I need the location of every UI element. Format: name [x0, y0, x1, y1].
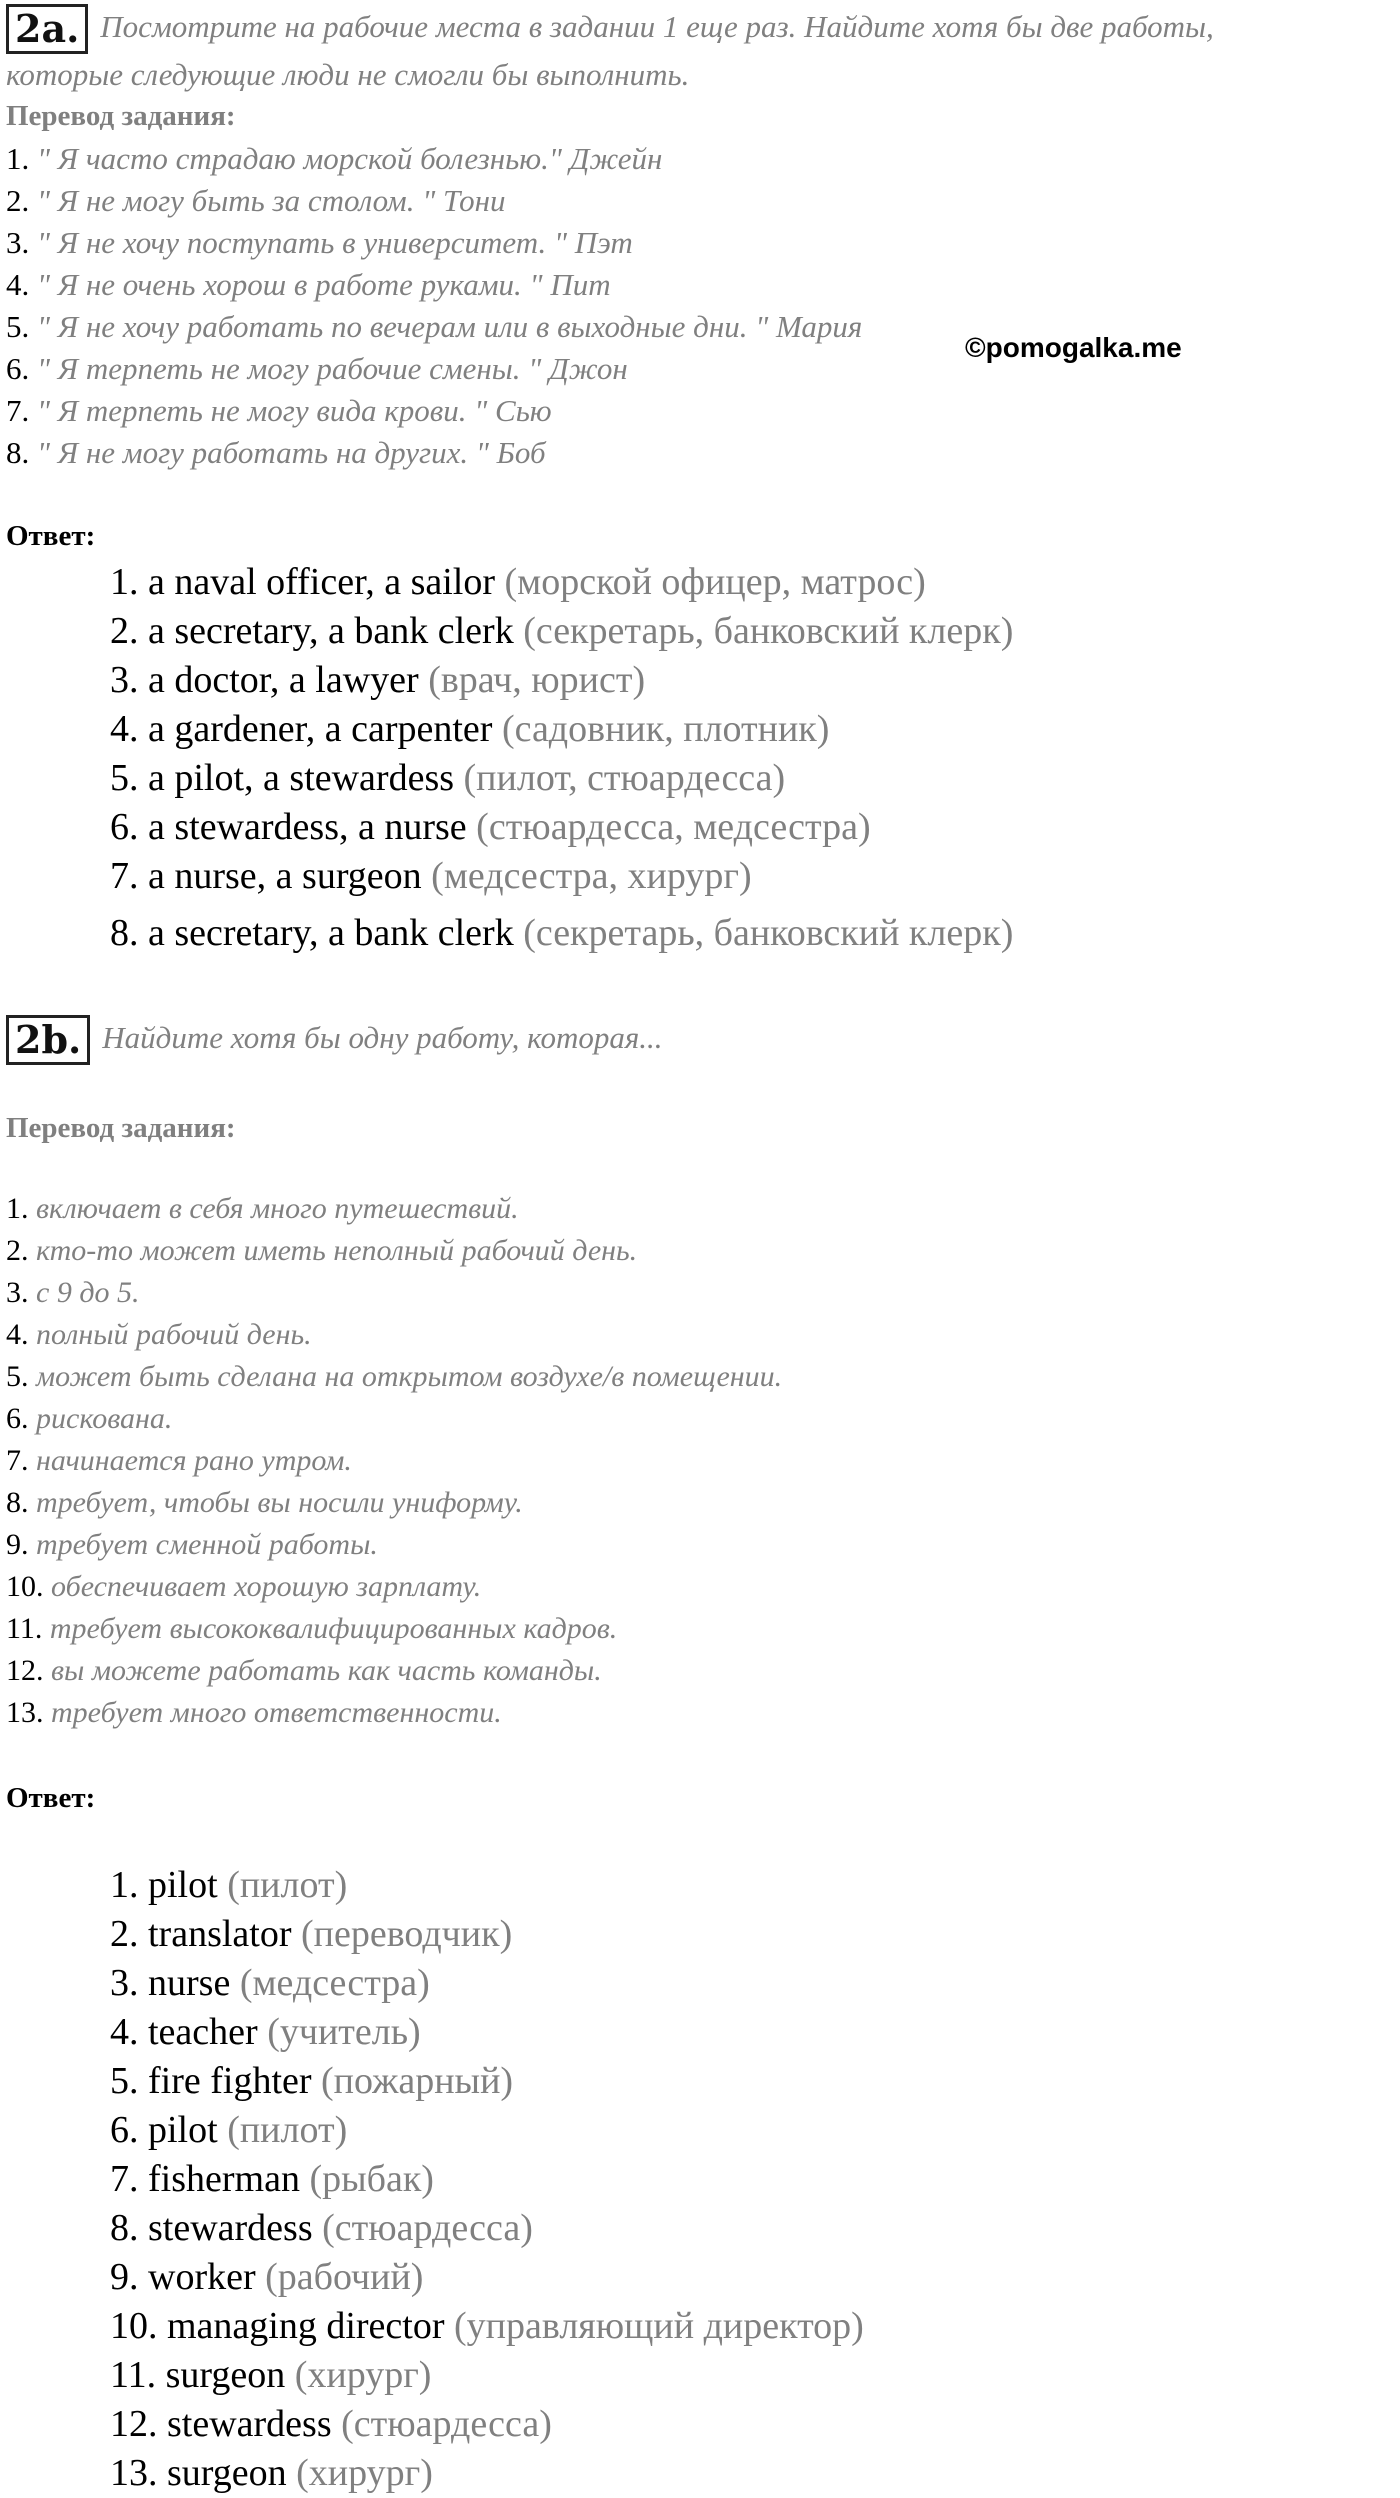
task-2a-answer-label: Ответ:: [6, 520, 96, 552]
task-2b-instruction: Найдите хотя бы одну работу, которая...: [102, 1020, 663, 1055]
list-item: 3. a doctor, a lawyer (врач, юрист): [110, 659, 646, 701]
task-2a-translation-list: [6, 138, 862, 474]
task-2b-header: [6, 1015, 663, 1065]
list-item: 2. translator (переводчик): [110, 1913, 513, 1955]
list-item: 7. fisherman (рыбак): [110, 2158, 434, 2200]
list-item: 5. может быть сделана на открытом воздухе/в помещении.: [6, 1360, 783, 1393]
list-item: 4. полный рабочий день.: [6, 1318, 312, 1351]
task-2a-answer-list: [110, 558, 1013, 958]
list-item: 13. surgeon (хирург): [110, 2452, 433, 2494]
list-item: 8. a secretary, a bank clerk (секретарь, банковский клерк): [110, 912, 1014, 954]
list-item: 10. обеспечивает хорошую зарплату.: [6, 1570, 482, 1603]
list-item: 9. worker (рабочий): [110, 2256, 424, 2298]
task-2b-translation-label: Перевод задания:: [6, 1112, 236, 1144]
list-item: 3. " Я не хочу поступать в университет. " Пэт: [6, 225, 633, 260]
list-item: 5. fire fighter (пожарный): [110, 2060, 514, 2102]
task-2b-number: 2b.: [6, 1015, 90, 1065]
list-item: 11. surgeon (хирург): [110, 2354, 432, 2396]
list-item: 2. " Я не могу быть за столом. " Тони: [6, 183, 506, 218]
list-item: 2. a secretary, a bank clerk (секретарь, банковский клерк): [110, 610, 1014, 652]
list-item: 3. nurse (медсестра): [110, 1962, 430, 2004]
list-item: 7. начинается рано утром.: [6, 1444, 352, 1477]
list-item: 10. managing director (управляющий директор): [110, 2305, 864, 2347]
list-item: 2. кто-то может иметь неполный рабочий день.: [6, 1234, 638, 1267]
list-item: 9. требует сменной работы.: [6, 1528, 378, 1561]
list-item: 12. вы можете работать как часть команды.: [6, 1654, 602, 1687]
task-2a-instruction-cont: которые следующие люди не смогли бы выполнить.: [6, 57, 690, 92]
list-item: 6. a stewardess, a nurse (стюардесса, медсестра): [110, 806, 871, 848]
task-2a-instruction: Посмотрите на рабочие места в задании 1 еще раз. Найдите хотя бы две работы,: [100, 9, 1214, 44]
list-item: 7. " Я терпеть не могу вида крови. " Сью: [6, 393, 552, 428]
list-item: 7. a nurse, a surgeon (медсестра, хирург): [110, 855, 752, 897]
list-item: 1. " Я часто страдаю морской болезнью." Джейн: [6, 141, 663, 176]
task-2a-number: 2a.: [6, 4, 88, 54]
list-item: 4. teacher (учитель): [110, 2011, 421, 2053]
task-2b-translation-list: [6, 1188, 782, 1734]
list-item: 6. " Я терпеть не могу рабочие смены. " Джон: [6, 351, 628, 386]
task-2a-translation-label: Перевод задания:: [6, 100, 236, 132]
list-item: 8. требует, чтобы вы носили униформу.: [6, 1486, 523, 1519]
list-item: 4. " Я не очень хорош в работе руками. " Пит: [6, 267, 611, 302]
list-item: 13. требует много ответственности.: [6, 1696, 502, 1729]
list-item: 4. a gardener, a carpenter (садовник, плотник): [110, 708, 830, 750]
list-item: 6. рискована.: [6, 1402, 173, 1435]
list-item: 6. pilot (пилот): [110, 2109, 348, 2151]
list-item: 5. a pilot, a stewardess (пилот, стюардесса): [110, 757, 786, 799]
list-item: 8. " Я не могу работать на других. " Боб: [6, 435, 546, 470]
task-2b-answer-label: Ответ:: [6, 1782, 96, 1814]
task-2b-answer-list: [110, 1861, 864, 2498]
list-item: 8. stewardess (стюардесса): [110, 2207, 533, 2249]
list-item: 1. включает в себя много путешествий.: [6, 1192, 519, 1225]
list-item: 11. требует высококвалифицированных кадров.: [6, 1612, 618, 1645]
list-item: 5. " Я не хочу работать по вечерам или в выходные дни. " Мария: [6, 309, 863, 344]
list-item: 1. pilot (пилот): [110, 1864, 348, 1906]
list-item: 1. a naval officer, a sailor (морской офицер, матрос): [110, 561, 926, 603]
list-item: 12. stewardess (стюардесса): [110, 2403, 552, 2445]
list-item: 3. с 9 до 5.: [6, 1276, 140, 1309]
watermark: ©pomogalka.me: [965, 332, 1182, 363]
task-2a-header: [6, 4, 1400, 54]
